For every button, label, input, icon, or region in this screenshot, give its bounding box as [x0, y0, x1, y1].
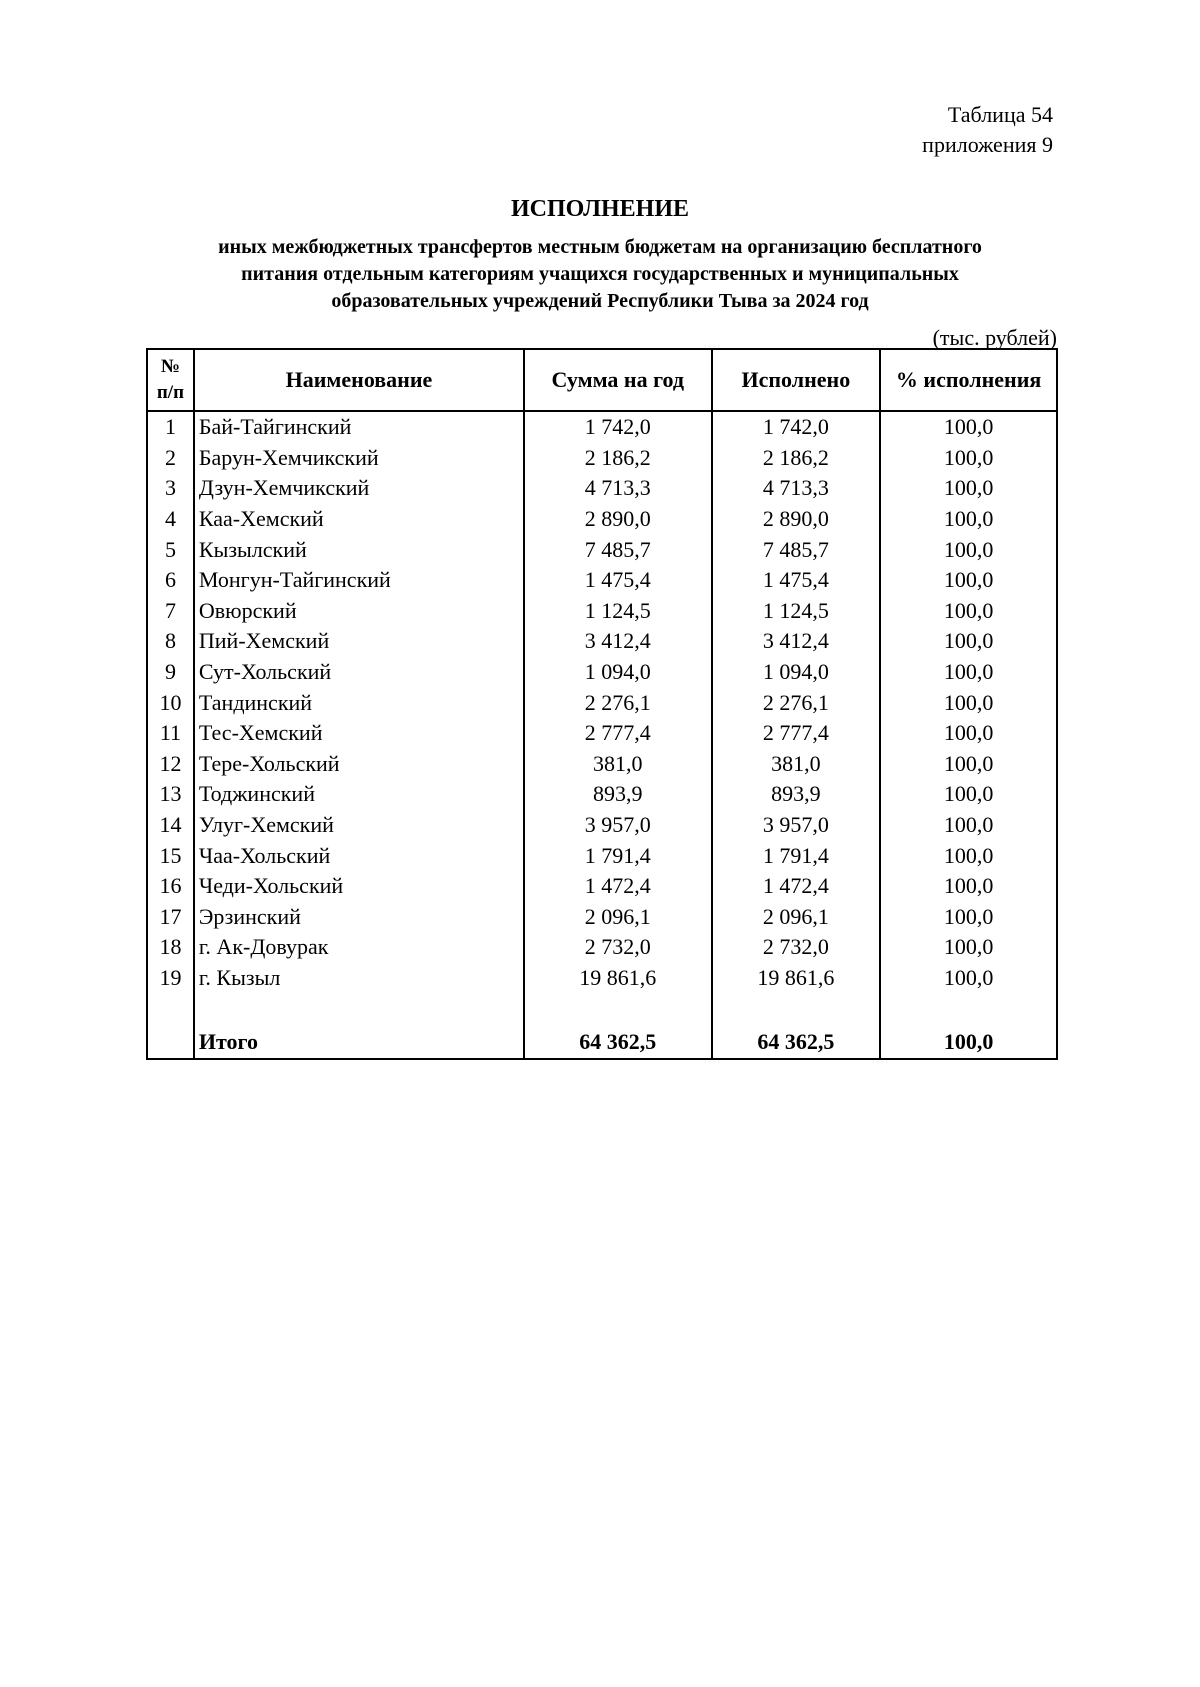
row-executed: 4 713,3	[712, 473, 881, 504]
row-percent: 100,0	[880, 779, 1057, 810]
table-row	[147, 840, 1057, 871]
row-executed: 1 124,5	[712, 596, 881, 627]
row-executed: 1 475,4	[712, 565, 881, 596]
row-num: 19	[147, 963, 194, 994]
row-percent: 100,0	[880, 749, 1057, 780]
row-percent: 100,0	[880, 504, 1057, 535]
row-num: 18	[147, 932, 194, 963]
row-annual: 1 742,0	[524, 411, 711, 443]
row-percent: 100,0	[880, 626, 1057, 657]
row-percent: 100,0	[880, 534, 1057, 565]
row-name: Овюрский	[194, 596, 524, 627]
row-percent: 100,0	[880, 443, 1057, 474]
row-name: Дзун-Хемчикский	[194, 473, 524, 504]
row-name: Каа-Хемский	[194, 504, 524, 535]
row-num: 2	[147, 443, 194, 474]
total-row	[147, 1026, 1057, 1059]
header-num-line2: п/п	[156, 382, 185, 403]
row-name: Тандинский	[194, 687, 524, 718]
row-name: Сут-Хольский	[194, 657, 524, 688]
row-executed: 7 485,7	[712, 534, 881, 565]
row-percent: 100,0	[880, 565, 1057, 596]
table-row	[147, 902, 1057, 933]
table-row	[147, 810, 1057, 841]
row-num: 1	[147, 411, 194, 443]
row-name: Тоджинский	[194, 779, 524, 810]
row-percent: 100,0	[880, 411, 1057, 443]
row-executed: 2 096,1	[712, 902, 881, 933]
row-num: 15	[147, 840, 194, 871]
row-annual: 2 276,1	[524, 687, 711, 718]
row-num: 16	[147, 871, 194, 902]
table-row	[147, 626, 1057, 657]
row-num: 5	[147, 534, 194, 565]
appendix-reference: приложения 9	[922, 132, 1053, 157]
row-executed: 381,0	[712, 749, 881, 780]
row-percent: 100,0	[880, 687, 1057, 718]
row-name: Чаа-Хольский	[194, 840, 524, 871]
row-num: 10	[147, 687, 194, 718]
row-executed: 2 732,0	[712, 932, 881, 963]
table-header-row	[147, 349, 1057, 411]
row-num: 3	[147, 473, 194, 504]
row-num: 8	[147, 626, 194, 657]
row-annual: 2 186,2	[524, 443, 711, 474]
row-annual: 7 485,7	[524, 534, 711, 565]
row-name: Барун-Хемчикский	[194, 443, 524, 474]
row-annual: 2 777,4	[524, 718, 711, 749]
row-executed: 1 094,0	[712, 657, 881, 688]
row-name: Кызылский	[194, 534, 524, 565]
row-annual: 2 096,1	[524, 902, 711, 933]
row-annual: 3 957,0	[524, 810, 711, 841]
total-label: Итого	[194, 1026, 524, 1059]
units-label: (тыс. рублей)	[932, 325, 1057, 350]
table-row	[147, 657, 1057, 688]
table-row	[147, 687, 1057, 718]
table-row	[147, 411, 1057, 443]
row-num: 14	[147, 810, 194, 841]
row-annual: 3 412,4	[524, 626, 711, 657]
table-row	[147, 871, 1057, 902]
header-num	[147, 349, 194, 411]
subtitle-line: образовательных учреждений Республики Тыва за 2024 год	[331, 290, 869, 312]
table-reference: Таблица 54	[947, 102, 1053, 127]
row-name: Пий-Хемский	[194, 626, 524, 657]
table-row	[147, 473, 1057, 504]
row-percent: 100,0	[880, 473, 1057, 504]
spacer-row	[147, 993, 1057, 1026]
row-percent: 100,0	[880, 902, 1057, 933]
row-executed: 2 186,2	[712, 443, 881, 474]
row-annual: 1 472,4	[524, 871, 711, 902]
row-name: Чеди-Хольский	[194, 871, 524, 902]
row-executed: 3 412,4	[712, 626, 881, 657]
header-annual: Сумма на год	[524, 349, 711, 411]
header-name: Наименование	[194, 349, 524, 411]
table-row	[147, 718, 1057, 749]
row-annual: 1 475,4	[524, 565, 711, 596]
row-percent: 100,0	[880, 840, 1057, 871]
header-num-line1: №	[160, 356, 180, 377]
subtitle-line: питания отдельным категориям учащихся государственных и муниципальных	[241, 263, 959, 285]
row-executed: 19 861,6	[712, 963, 881, 994]
document-title: ИСПОЛНЕНИЕ	[510, 196, 690, 222]
document-subtitle	[150, 234, 1050, 315]
row-annual: 19 861,6	[524, 963, 711, 994]
row-num: 13	[147, 779, 194, 810]
row-executed: 1 791,4	[712, 840, 881, 871]
total-executed: 64 362,5	[712, 1026, 881, 1059]
row-name: Эрзинский	[194, 902, 524, 933]
table-row	[147, 443, 1057, 474]
row-name: г. Ак-Довурак	[194, 932, 524, 963]
row-name: Тере-Хольский	[194, 749, 524, 780]
row-executed: 3 957,0	[712, 810, 881, 841]
row-percent: 100,0	[880, 657, 1057, 688]
table-row	[147, 779, 1057, 810]
row-num: 9	[147, 657, 194, 688]
row-name: Улуг-Хемский	[194, 810, 524, 841]
row-annual: 2 890,0	[524, 504, 711, 535]
table-row	[147, 504, 1057, 535]
row-executed: 1 472,4	[712, 871, 881, 902]
row-num: 11	[147, 718, 194, 749]
table-row	[147, 534, 1057, 565]
row-annual: 1 124,5	[524, 596, 711, 627]
row-percent: 100,0	[880, 596, 1057, 627]
row-name: Монгун-Тайгинский	[194, 565, 524, 596]
row-num: 4	[147, 504, 194, 535]
execution-table	[146, 348, 1058, 1060]
table-body	[147, 411, 1057, 1059]
total-percent: 100,0	[880, 1026, 1057, 1059]
row-annual: 381,0	[524, 749, 711, 780]
row-name: Бай-Тайгинский	[194, 411, 524, 443]
total-annual: 64 362,5	[524, 1026, 711, 1059]
row-num: 12	[147, 749, 194, 780]
row-percent: 100,0	[880, 718, 1057, 749]
row-executed: 893,9	[712, 779, 881, 810]
row-name: г. Кызыл	[194, 963, 524, 994]
table-row	[147, 963, 1057, 994]
row-annual: 2 732,0	[524, 932, 711, 963]
header-executed: Исполнено	[712, 349, 881, 411]
row-executed: 2 890,0	[712, 504, 881, 535]
row-num: 6	[147, 565, 194, 596]
row-annual: 4 713,3	[524, 473, 711, 504]
table-row	[147, 596, 1057, 627]
subtitle-line: иных межбюджетных трансфертов местным бюджетам на организацию бесплатного	[218, 236, 982, 258]
row-executed: 1 742,0	[712, 411, 881, 443]
row-annual: 893,9	[524, 779, 711, 810]
row-percent: 100,0	[880, 810, 1057, 841]
header-percent: % исполнения	[880, 349, 1057, 411]
row-executed: 2 777,4	[712, 718, 881, 749]
row-name: Тес-Хемский	[194, 718, 524, 749]
table-row	[147, 932, 1057, 963]
table-row	[147, 565, 1057, 596]
row-annual: 1 094,0	[524, 657, 711, 688]
row-percent: 100,0	[880, 871, 1057, 902]
row-executed: 2 276,1	[712, 687, 881, 718]
row-percent: 100,0	[880, 963, 1057, 994]
row-percent: 100,0	[880, 932, 1057, 963]
row-num: 7	[147, 596, 194, 627]
table-row	[147, 749, 1057, 780]
row-num: 17	[147, 902, 194, 933]
row-annual: 1 791,4	[524, 840, 711, 871]
